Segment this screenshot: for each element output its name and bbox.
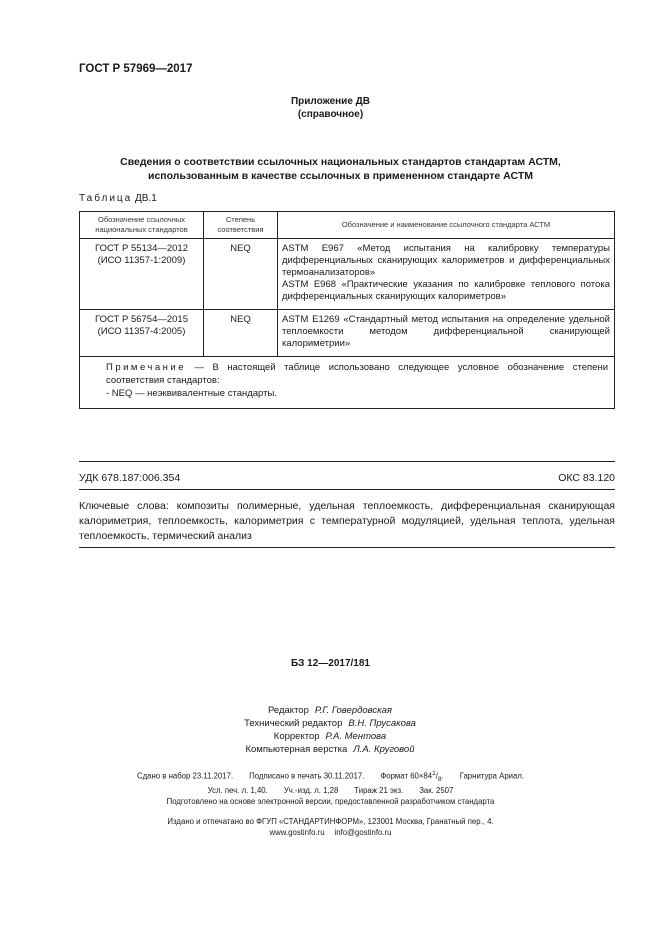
divider-bottom [79, 547, 615, 548]
cell-national-text: ГОСТ Р 56754—2015 (ИСО 11357-4:2005) [94, 314, 188, 337]
table-note [80, 357, 615, 409]
udk-code: УДК 678.187:006.354 [79, 472, 181, 484]
cell-astm [278, 310, 615, 357]
imprint-pub-sheets: Уч.-изд. л. 1,28 [283, 786, 339, 796]
publisher-site[interactable]: www.gostinfo.ru [269, 828, 325, 837]
document-code: ГОСТ Р 57969—2017 [79, 63, 193, 75]
publisher-contacts [60, 827, 601, 838]
publisher [60, 816, 601, 838]
credit-person: Р.А. Ментова [325, 731, 387, 742]
cell-degree: NEQ [204, 239, 278, 310]
imprint-line-1: Сдано в набор 23.11.2017. Подписано в печать 30.11.2017. Формат $60\times 84^1/_8$. Гарнитура Ариал. [136, 770, 525, 784]
keywords: Ключевые слова: композиты полимерные, удельная теплоемкость, дифференциальная сканирующая калориметрия, теплоемкость, калориметрия с температурной модуляцией, удельная теплота, удельная теплоемкость, термический анализ [79, 500, 615, 542]
imprint-print-sheets: Усл. печ. л. 1,40. [207, 786, 268, 796]
section-title-line-1: Сведения о соответствии ссылочных национальных стандартов стандартам АСТМ, [120, 156, 561, 168]
imprint-line-2 [60, 785, 601, 796]
annex-title: Приложение ДВ [290, 96, 371, 107]
imprint-run: Тираж 21 экз. [354, 786, 404, 796]
imprint-format-den: 8 [437, 776, 442, 784]
annex-heading [0, 95, 661, 121]
credit-person: В.Н. Прусакова [348, 718, 416, 729]
cell-astm-text-1: ASTM E967 «Метод испытания на калибровку температуры дифференциальных сканирующих калориметров и дифференциальных термоанализаторов» [282, 243, 610, 278]
table-row [80, 310, 615, 357]
imprint [60, 768, 601, 807]
divider-middle [79, 489, 615, 490]
credit-person: Л.А. Круговой [353, 744, 415, 755]
credit-role: Компьютерная верстка [245, 744, 348, 755]
cell-astm-text-1: ASTM E1269 «Стандартный метод испытания на определение удельной теплоемкости методом дифференциальной сканирующей калориметрии» [282, 314, 610, 349]
imprint-sent: Сдано в набор 23.11.2017. [136, 771, 234, 781]
credit-editor [180, 704, 480, 717]
credit-role: Корректор [273, 731, 320, 742]
cell-degree: NEQ [204, 310, 278, 357]
annex-subtitle: (справочное) [297, 109, 364, 120]
credit-layout [180, 743, 480, 756]
header-degree: Степень соответствия [204, 212, 278, 239]
imprint-format-num: 1 [432, 770, 436, 777]
table-note-row [80, 357, 615, 409]
oks-code: ОКС 83.120 [558, 472, 615, 484]
credit-person: Р.Г. Говердовская [314, 705, 392, 716]
bz-number: БЗ 12—2017/181 [291, 658, 370, 669]
table-label-word: Таблица [79, 193, 133, 204]
credit-role: Редактор [267, 705, 309, 716]
imprint-signed: Подписано в печать 30.11.2017. [249, 771, 365, 781]
cell-national [80, 239, 204, 310]
publisher-address: Издано и отпечатано во ФГУП «СТАНДАРТИНФОРМ», 123001 Москва, Гранатный пер., 4. [167, 817, 494, 826]
header-national-standard: Обозначение ссылочных национальных стандартов [80, 212, 204, 239]
imprint-font: Гарнитура Ариал. [459, 771, 525, 781]
divider-top [79, 461, 615, 462]
section-title [60, 155, 621, 183]
cell-national-text: ГОСТ Р 55134—2012 (ИСО 11357-1:2009) [94, 243, 188, 266]
credits [180, 704, 480, 756]
credit-role: Технический редактор [244, 718, 343, 729]
table-row [80, 239, 615, 310]
cell-astm [278, 239, 615, 310]
note-paragraph [86, 361, 608, 387]
credit-proofreader [180, 730, 480, 743]
imprint-format: Формат 60×84 [380, 771, 433, 781]
credit-tech-editor [180, 717, 480, 730]
header-astm-standard: Обозначение и наименование ссылочного стандарта АСТМ [278, 212, 615, 239]
imprint-order: Зак. 2507 [419, 786, 454, 796]
publisher-email[interactable]: info@gostinfo.ru [334, 828, 392, 837]
table-label-number: ДВ.1 [135, 193, 157, 204]
note-label: Примечание [106, 362, 186, 373]
section-title-line-2: использованным в качестве ссылочных в примененном стандарте АСТМ [148, 170, 533, 182]
imprint-prepared: Подготовлено на основе электронной версии, предоставленной разработчиком стандарта [166, 797, 495, 807]
note-item: - NEQ — неэквивалентные стандарты. [106, 388, 277, 399]
table-label [79, 193, 157, 204]
note-text: — В настоящей таблице использовано следующее условное обозначение степени соответствия стандартов: [106, 362, 608, 386]
cell-national [80, 310, 204, 357]
table-header-row [80, 212, 615, 239]
cell-astm-text-2: ASTM E968 «Практические указания по калибровке теплового потока дифференциальных сканирующих калориметров» [282, 279, 610, 302]
reference-table [79, 211, 615, 409]
